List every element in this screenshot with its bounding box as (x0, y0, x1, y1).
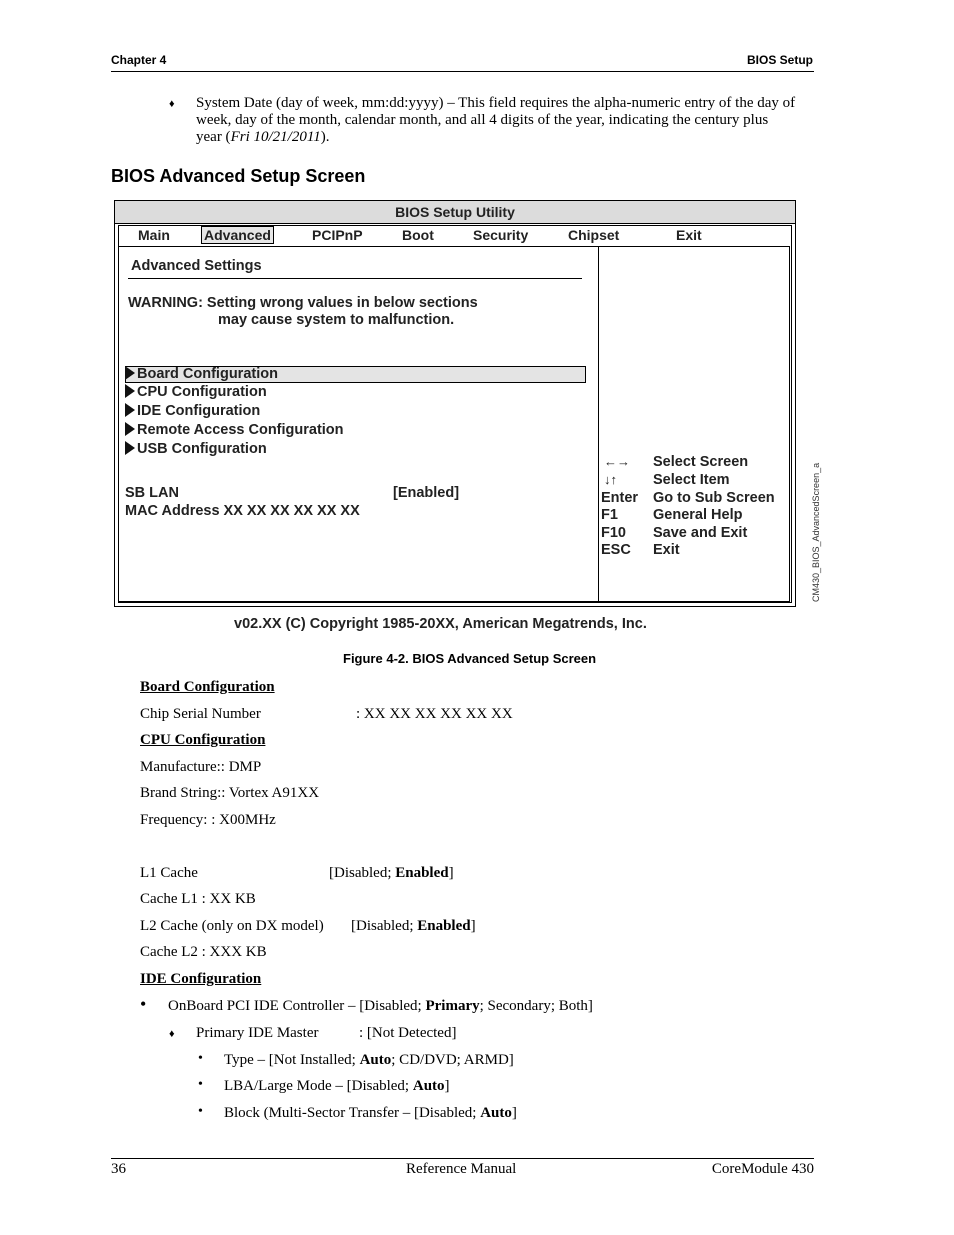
help-key-enter: Enter (601, 490, 639, 506)
warning-line-1: WARNING: Setting wrong values in below sections (128, 295, 478, 311)
help-key-f1: F1 (601, 507, 618, 523)
chip-serial-label: Chip Serial Number (140, 706, 261, 722)
cache-l2-size: Cache L2 : XXX KB (140, 944, 267, 960)
menu-pcipnp[interactable]: PCIPnP (312, 227, 363, 243)
menu-chipset[interactable]: Chipset (568, 227, 620, 243)
l1-cache-options: [Disabled; Enabled] (329, 865, 454, 881)
figure-code: CM430_BIOS_AdvancedScreen_a (811, 462, 821, 602)
ide-lba-mode: LBA/Large Mode – [Disabled; Auto] (224, 1078, 450, 1094)
help-key-f10: F10 (601, 525, 626, 541)
left-right-arrows-icon: ←→ (604, 454, 630, 469)
footer-product: CoreModule 430 (711, 1161, 814, 1177)
menu-main[interactable]: Main (138, 227, 170, 243)
sb-lan-value[interactable]: [Enabled] (393, 485, 460, 501)
help-key-esc: ESC (601, 542, 631, 558)
onboard-ide-controller: OnBoard PCI IDE Controller – [Disabled; Primary; Secondary; Both] (168, 998, 593, 1014)
intro-line-2: week, day of the month, calendar month, and all 4 digits of the year, indicating the century plus (196, 112, 769, 128)
intro-line-3: year (Fri 10/21/2011). (196, 129, 330, 145)
mac-address: MAC Address XX XX XX XX XX XX (125, 503, 360, 519)
help-select-screen: Select Screen (653, 454, 749, 470)
header-rule (111, 71, 814, 72)
menu-advanced[interactable]: Advanced (201, 226, 274, 244)
panel-title-rule (128, 278, 582, 279)
bios-copyright: v02.XX (C) Copyright 1985-20XX, American Megatrends, Inc. (234, 616, 647, 632)
item-board-configuration[interactable]: Board Configuration (125, 366, 278, 382)
diamond-bullet-icon: ♦ (169, 98, 175, 110)
primary-ide-master-label: Primary IDE Master (196, 1025, 319, 1041)
small-bullet-icon: • (198, 1104, 203, 1119)
small-bullet-icon: • (198, 1051, 203, 1066)
chip-serial-value: : XX XX XX XX XX XX (356, 706, 513, 722)
triangle-right-icon (125, 366, 135, 380)
bios-titlebar (115, 201, 795, 224)
help-general-help: General Help (653, 507, 743, 523)
ide-config-heading: IDE Configuration (140, 971, 262, 987)
primary-ide-master-value: : [Not Detected] (359, 1025, 457, 1041)
item-cpu-configuration[interactable]: CPU Configuration (125, 384, 267, 400)
round-bullet-icon: • (140, 994, 147, 1014)
sb-lan-label: SB LAN (125, 485, 179, 501)
down-up-arrows-icon: ↓↑ (604, 472, 617, 487)
menu-security[interactable]: Security (473, 227, 529, 243)
help-exit: Exit (653, 542, 680, 558)
diamond-bullet-icon: ♦ (169, 1028, 175, 1040)
item-ide-configuration[interactable]: IDE Configuration (125, 403, 260, 419)
l2-cache-options: [Disabled; Enabled] (351, 918, 476, 934)
intro-line-1: System Date (day of week, mm:dd:yyyy) – This field requires the alpha-numeric entry of the day of (196, 95, 796, 111)
ide-block-transfer: Block (Multi-Sector Transfer – [Disabled; Auto] (224, 1105, 517, 1121)
bios-title: BIOS Setup Utility (395, 204, 515, 220)
cpu-config-heading: CPU Configuration (140, 732, 266, 748)
l1-cache-label: L1 Cache (140, 865, 198, 881)
help-save-and-exit: Save and Exit (653, 525, 748, 541)
figure-caption: Figure 4-2. BIOS Advanced Setup Screen (343, 651, 597, 666)
triangle-right-icon (125, 384, 135, 398)
board-config-heading: Board Configuration (140, 679, 275, 695)
menu-boot[interactable]: Boot (402, 227, 434, 243)
help-go-to-sub-screen: Go to Sub Screen (653, 490, 775, 506)
header-chapter: Chapter 4 (111, 53, 167, 67)
bios-divider (598, 247, 599, 601)
help-select-item: Select Item (653, 472, 730, 488)
triangle-right-icon (125, 422, 135, 436)
triangle-right-icon (125, 403, 135, 417)
panel-title: Advanced Settings (131, 258, 262, 274)
cpu-manufacture: Manufacture:: DMP (140, 759, 262, 775)
menu-exit[interactable]: Exit (676, 227, 702, 243)
footer-title: Reference Manual (406, 1161, 517, 1177)
section-title: BIOS Advanced Setup Screen (111, 166, 366, 186)
cache-l1-size: Cache L1 : XX KB (140, 891, 256, 907)
small-bullet-icon: • (198, 1077, 203, 1092)
cpu-brand-string: Brand String:: Vortex A91XX (140, 785, 320, 801)
ide-type: Type – [Not Installed; Auto; CD/DVD; ARMD] (224, 1052, 514, 1068)
warning-line-2: may cause system to malfunction. (218, 312, 455, 328)
l2-cache-label: L2 Cache (only on DX model) (140, 918, 324, 934)
item-remote-access-configuration[interactable]: Remote Access Configuration (125, 422, 344, 438)
cpu-frequency: Frequency: : X00MHz (140, 812, 276, 828)
header-section: BIOS Setup (746, 53, 813, 67)
example-date: Fri 10/21/2011 (230, 129, 321, 145)
footer-page-number: 36 (111, 1161, 126, 1177)
item-usb-configuration[interactable]: USB Configuration (125, 441, 267, 457)
triangle-right-icon (125, 441, 135, 455)
footer-rule (111, 1158, 814, 1159)
